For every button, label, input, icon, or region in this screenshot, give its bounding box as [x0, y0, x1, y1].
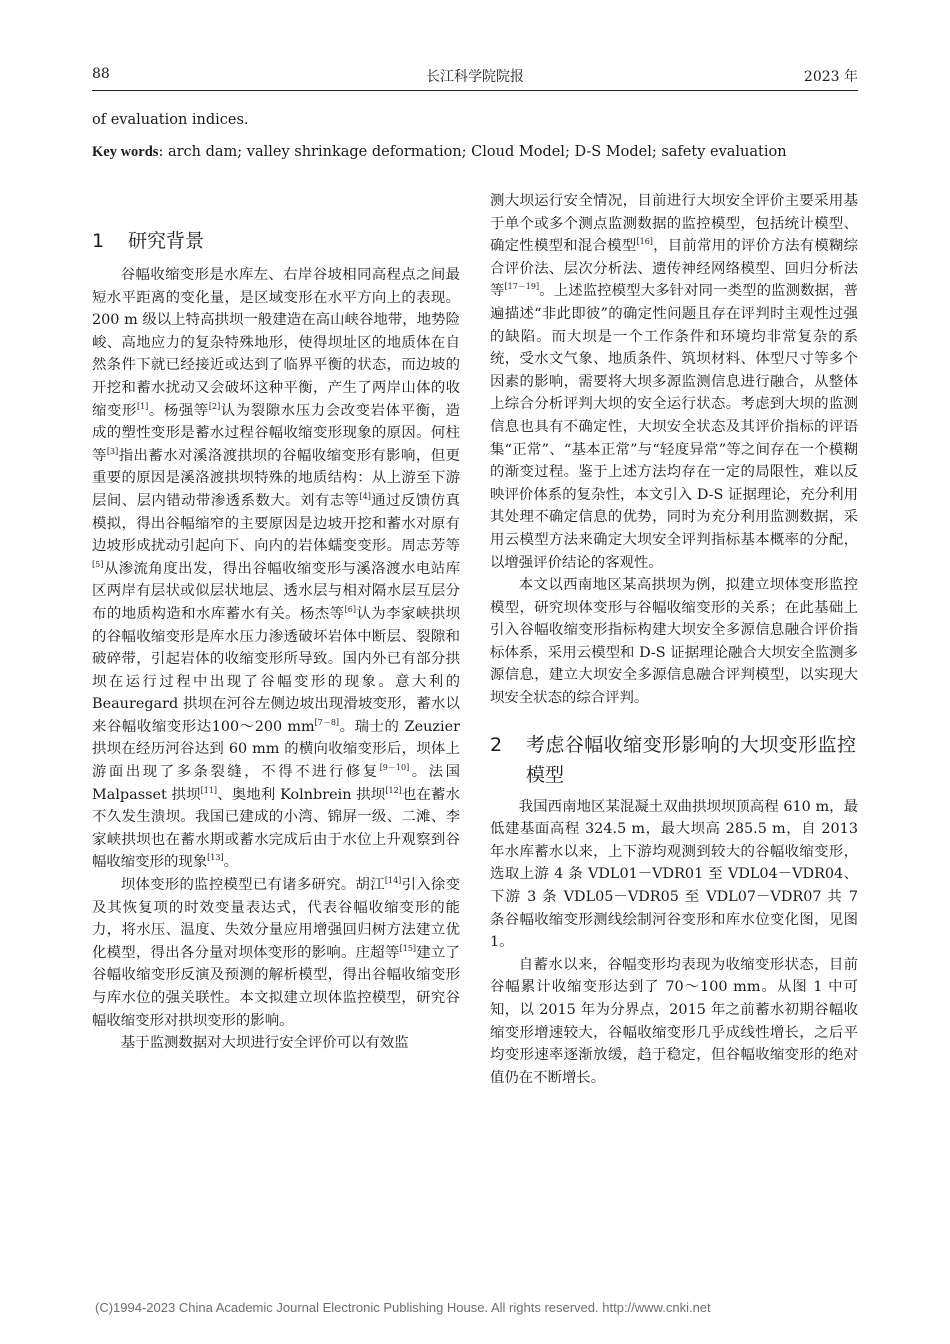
- section-1-paragraph: 谷幅收缩变形是水库左、右岸谷坡相同高程点之间最短水平距离的变化量，是区域变形在水平方向上的表现。200 m 级以上特高拱坝一般建造在高山峡谷地带，地势险峻、高地应力的复杂特殊地形，使得坝址区的地质体在自然条件下就已经接近或达到了临界平衡的状态，而边坡的开挖和蓄水扰动又会破坏这种平衡，产生了两岸山体的收缩变形[1]。杨强等[2]认为裂隙水压力会改变岩体平衡，造成的塑性变形是蓄水过程谷幅收缩变形现象的原因。何柱等[3]指出蓄水对溪洛渡拱坝的谷幅收缩变形有影响，但更重要的原因是溪洛渡拱坝特殊的地质结构：从上游至下游层间、层内错动带渗透系数大。刘有志等[4]通过反馈仿真模拟，得出谷幅缩窄的主要原因是边坡开挖和蓄水对原有边坡形成扰动引起向下、向内的岩体蠕变变形。周志芳等[5]从渗流角度出发，得出谷幅收缩变形与溪洛渡水电站库区两岸有层状或似层状地层、透水层与相对隔水层互层分布的地质构造和水库蓄水有关。杨杰等[6]认为李家峡拱坝的谷幅收缩变形是库水压力渗透破坏岩体中断层、裂隙和破碎带，引起岩体的收缩变形所导致。国内外已有部分拱坝在运行过程中出现了谷幅变形的现象。意大利的 Beauregard 拱坝在河谷左侧边坡出现滑坡变形，蓄水以来谷幅收缩变形达100～200 mm[7－8]。瑞士的 Zeuzier 拱坝在经历河谷达到 60 mm 的横向收缩变形后，坝体上游面出现了多条裂缝，不得不进行修复[9－10]。法国 Malpasset 拱坝[11]、奥地利 Kolnbrein 拱坝[12]也在蓄水不久发生溃坝。我国已建成的小湾、锦屏一级、二滩、李家峡拱坝也在蓄水期或蓄水完成后由于水位上升观察到谷幅收缩变形的现象[13]。: [92, 267, 460, 871]
- page-number: 88: [92, 66, 110, 82]
- section-2-title: 考虑谷幅收缩变形影响的大坝变形监控模型: [526, 733, 856, 786]
- page-header: [92, 64, 858, 88]
- section-1-paragraph: 基于监测数据对大坝进行安全评价可以有效监: [120, 1035, 409, 1052]
- copyright-footer: (C)1994-2023 China Academic Journal Electronic Publishing House. All rights reserved. http://www.cnki.net: [95, 1300, 711, 1315]
- citation-ref[interactable]: [16]: [636, 237, 653, 247]
- publication-year: 2023 年: [803, 69, 858, 85]
- section-2-paragraph: 我国西南地区某混凝土双曲拱坝坝顶高程 610 m，最低建基面高程 324.5 m，最大坝高 285.5 m，自 2013 年水库蓄水以来，上下游均观测到较大的谷幅收缩变形，选取上游 4 条 VDL01－VDR01 至 VDL04－VDR04、下游 3 条 VDL05－VDR05 至 VDL07－VDR07 共 7 条谷幅收缩变形测线绘制河谷变形和库水位变化图，见图 1。: [490, 798, 858, 951]
- citation-ref[interactable]: [7－8]: [314, 718, 340, 728]
- section-1-heading: [92, 226, 460, 256]
- citation-ref[interactable]: [3]: [106, 446, 119, 456]
- keywords-label: Key words: [92, 144, 159, 160]
- section-1-paragraph: 坝体变形的监控模型已有诸多研究。胡江[14]引入徐变及其恢复项的时效变量表达式，代表谷幅收缩变形的能力，将水压、温度、失效分量应用增强回归树方法建立优化模型，得出各分量对坝体变形的影响。庄超等[15]建立了谷幅收缩变形反演及预测的解析模型，得出谷幅收缩变形与库水位的强关联性。本文拟建立坝体监控模型，研究谷幅收缩变形对拱坝变形的影响。: [92, 876, 460, 1029]
- citation-ref[interactable]: [11]: [200, 785, 218, 795]
- section-2-number: 2: [490, 733, 503, 756]
- citation-ref[interactable]: [12]: [385, 785, 402, 795]
- abstract-tail: of evaluation indices.: [92, 112, 249, 128]
- right-column: [490, 190, 858, 1089]
- citation-ref[interactable]: [14]: [384, 876, 402, 886]
- section-1-title: 研究背景: [128, 230, 205, 252]
- citation-ref[interactable]: [2]: [208, 401, 221, 411]
- citation-ref[interactable]: [13]: [207, 853, 224, 863]
- citation-ref[interactable]: [1]: [136, 401, 149, 411]
- citation-ref[interactable]: [5]: [92, 559, 104, 569]
- left-column: [92, 190, 460, 1055]
- citation-ref[interactable]: [17－19]: [504, 282, 540, 292]
- citation-ref[interactable]: [4]: [359, 492, 371, 502]
- section-1-number: 1: [92, 230, 105, 252]
- citation-ref[interactable]: [6]: [344, 605, 356, 615]
- journal-title: 长江科学院院报: [426, 69, 524, 85]
- citation-ref[interactable]: [9－10]: [379, 763, 410, 773]
- header-rule: [92, 90, 858, 91]
- intro-paragraph: 本文以西南地区某高拱坝为例，拟建立坝体变形监控模型，研究坝体变形与谷幅收缩变形的关系；在此基础上引入谷幅收缩变形指标构建大坝安全多源信息融合评价指标体系，采用云模型和 D-S 证据理论融合大坝安全监测多源信息，建立大坝安全多源信息融合评判模型，以实现大坝安全状态的综合评判。: [490, 577, 858, 707]
- keywords-line: [92, 144, 862, 161]
- continued-paragraph: 测大坝运行安全情况，目前进行大坝安全评价主要采用基于单个或多个测点监测数据的监控模型，包括统计模型、确定性模型和混合模型[16]，目前常用的评价方法有模糊综合评价法、层次分析法、遗传神经网络模型、回归分析法等[17－19]。上述监控模型大多针对同一类型的监测数据，普遍描述“非此即彼”的确定性问题且存在评判时主观性过强的缺陷。而大坝是一个工作条件和环境均非常复杂的系统，受水文气象、地质条件、筑坝材料、体型尺寸等多个因素的影响，需要将大坝多源监测信息进行融合，从整体上综合分析评判大坝的安全运行状态。考虑到大坝的监测信息也具有不确定性，大坝安全状态及其评价指标的评语集“正常”、“基本正常”与“轻度异常”等之间存在一个模糊的渐变过程。鉴于上述方法均存在一定的局限性，难以反映评价体系的复杂性，本文引入 D-S 证据理论，充分利用其处理不确定信息的优势，同时为充分利用监测数据，采用云模型方法来确定大坝安全评判指标基本概率的分配，以增强评价结论的客观性。: [490, 193, 858, 571]
- section-2-paragraph: 自蓄水以来，谷幅变形均表现为收缩变形状态，目前谷幅累计收缩变形达到了 70～100 mm。从图 1 中可知，以 2015 年为分界点，2015 年之前蓄水初期谷幅收缩变形增速较大，谷幅收缩变形几乎成线性增长，之后平均变形速率逐渐放缓，趋于稳定，但谷幅收缩变形的绝对值仍在不断增长。: [490, 956, 858, 1086]
- section-2-heading: [490, 730, 858, 790]
- keywords-text: : arch dam; valley shrinkage deformation; Cloud Model; D-S Model; safety evaluation: [158, 144, 787, 160]
- citation-ref[interactable]: [15]: [399, 944, 417, 954]
